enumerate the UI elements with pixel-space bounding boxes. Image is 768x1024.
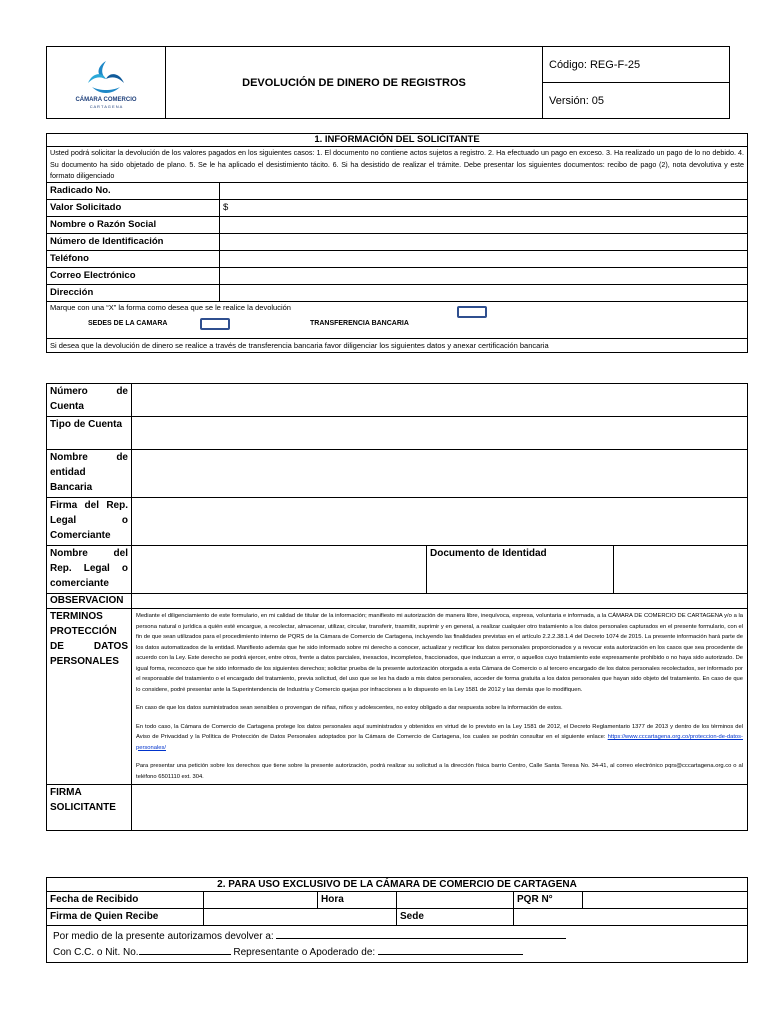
fecha-label: Fecha de Recibido — [47, 892, 204, 909]
firma-recibe-label: Firma de Quien Recibe — [47, 909, 204, 926]
field-label: Nombre o Razón Social — [47, 216, 220, 233]
field-label: Dirección — [47, 284, 220, 301]
firma-solicitante-label: FIRMA SOLICITANTE — [47, 785, 132, 831]
pqr-label: PQR N° — [514, 892, 583, 909]
bank-table — [46, 383, 748, 831]
field-label: Número de Identificación — [47, 233, 220, 250]
id-doc-label: Documento de Identidad — [427, 546, 614, 594]
terms-label: TERMINOS PROTECCIÓN DE DATOS PERSONALES — [47, 609, 132, 785]
nombre-input[interactable] — [220, 216, 748, 233]
section1-intro: Usted podrá solicitar la devolución de los valores pagados en los siguientes casos: 1. El documento no contiene actos sujetos a registro. 2. Ha efectuado un pago en exceso. 3. Ha realizado un pago de lo no debido. 4. Su documento ha sido objetado de plano. 5. Se le ha aplicado el desistimiento tácito. 6. Si ha desistido de realizar el trámite. Debe presentar los siguientes documentos: recibo de pago (2), nota devolutiva y este formato diligenciado — [47, 147, 748, 183]
section2-title: 2. PARA USO EXCLUSIVO DE LA CÁMARA DE COMERCIO DE CARTAGENA — [47, 878, 748, 892]
account-number-input[interactable] — [132, 384, 748, 417]
field-label: Correo Electrónico — [47, 267, 220, 284]
delivery-options — [47, 301, 748, 338]
bank-name-label: Nombre de entidad Bancaria — [47, 450, 132, 498]
correo-input[interactable] — [220, 267, 748, 284]
field-label: Teléfono — [47, 250, 220, 267]
rep-name-label: Nombre del Rep. Legal o comerciante — [47, 546, 132, 594]
terms-paragraph: En caso de que los datos suministrados sean sensibles o provengan de niñas, niños y adolescentes, no estoy obligado a dar respuesta sobre la información de estos. — [136, 705, 563, 711]
logo-cell — [47, 47, 166, 119]
terms-text — [132, 609, 748, 785]
identificacion-input[interactable] — [220, 233, 748, 250]
represented-blank[interactable] — [378, 944, 523, 955]
hora-input[interactable] — [397, 892, 514, 909]
field-label: Radicado No. — [47, 182, 220, 199]
mark-instruction: Marque con una “X” la forma como desea que se le realice la devolución — [50, 302, 291, 312]
option-transfer-label: TRANSFERENCIA BANCARIA — [310, 319, 409, 327]
beneficiary-blank[interactable] — [276, 928, 566, 939]
sede-input[interactable] — [514, 909, 748, 926]
field-label: Valor Solicitado — [47, 199, 220, 216]
transfer-checkbox[interactable] — [457, 306, 487, 318]
valor-input[interactable]: $ — [220, 199, 748, 216]
rep-name-input[interactable] — [132, 546, 427, 594]
header-table — [46, 46, 730, 119]
authorize-line: Por medio de la presente autorizamos devolver a: — [53, 928, 741, 944]
observacion-label: OBSERVACION — [47, 594, 132, 609]
telefono-input[interactable] — [220, 250, 748, 267]
hora-label: Hora — [318, 892, 397, 909]
sede-label: Sede — [397, 909, 514, 926]
authorization-block — [47, 926, 748, 963]
firma-recibe-input[interactable] — [204, 909, 397, 926]
id-blank[interactable] — [139, 944, 231, 955]
section1-table — [46, 133, 748, 353]
account-type-input[interactable] — [132, 417, 748, 450]
id-line: Con C.C. o Nit. No. Representante o Apoderado de: — [53, 944, 741, 960]
section1-title: 1. INFORMACIÓN DEL SOLICITANTE — [47, 134, 748, 147]
radicado-input[interactable] — [220, 182, 748, 199]
direccion-input[interactable] — [220, 284, 748, 301]
rep-signature-input[interactable] — [132, 498, 748, 546]
option-sedes-label: SEDES DE LA CAMARA — [88, 319, 168, 327]
observacion-input[interactable] — [132, 594, 748, 609]
account-type-label: Tipo de Cuenta — [47, 417, 132, 450]
fecha-input[interactable] — [204, 892, 318, 909]
rep-signature-label: Firma del Rep. Legal o Comerciante — [47, 498, 132, 546]
form-code: Código: REG-F-25 — [543, 47, 730, 83]
page-title: DEVOLUCIÓN DE DINERO DE REGISTROS — [166, 47, 543, 119]
section2-table — [46, 877, 748, 963]
sedes-checkbox[interactable] — [200, 318, 230, 330]
logo-text: CÁMARA COMERCIO — [75, 96, 137, 103]
pqr-input[interactable] — [583, 892, 748, 909]
id-doc-input[interactable] — [614, 546, 748, 594]
form-version: Versión: 05 — [543, 83, 730, 119]
account-number-label: Número de Cuenta — [47, 384, 132, 417]
logo-subtext: C A R T A G E N A — [89, 103, 123, 109]
firma-solicitante-input[interactable] — [132, 785, 748, 831]
bank-name-input[interactable] — [132, 450, 748, 498]
transfer-note: Si desea que la devolución de dinero se realice a través de transferencia bancaria favor diligenciar los siguientes datos y anexar certificación bancaria — [47, 338, 748, 352]
privacy-link[interactable]: https://www.cccartagena.org.co/proteccion-de-datos-personales/ — [136, 734, 743, 751]
terms-paragraph: Mediante el diligenciamiento de este formulario, en mi calidad de titular de la información; manifiesto mi autorización de manera libre, inequívoca, expresa, voluntaria e informada, a la CÁMARA DE COMERCIO DE CARTAGENA y/o a la persona natural o jurídica a quién esté encargue, a recolectar, almacenar, utilizar, circular, transferir, trasmitir, suprimir y en general, a realizar cualquier otro tratamiento a los datos personales capturados en el presente formulario, con el fin de que sean utilizados para el procedimiento interno de PQRS de la Cámara de Comercio de Cartagena, incluyendo las finalidades previstas en el artículo 2.2.2.38.1.4 del Decreto 1074 de 2015. La presente información hará parte de los datos automatizados de la entidad. Manifiesto además que he sido informado sobre mi derecho a conocer, actualizar y rectificar los datos personales proporcionados y a revocar esta autorización en los casos que sea procedente de acuerdo con la Ley. Este derecho se podrá ejercer, entre otros, frente a datos parciales, inexactos, incompletos, fraccionados, que induzcan a error, o aquellos cuyo tratamiento este expresamente prohibido o no haya sido autorizado. De igual forma, reconozco que he sido informado de los siguientes derechos; solicitar prueba de la presente autorización otorgada a esta Cámara de Comercio o al tercero encargado de los datos personales recolectados, ser informado por el responsable del tratamiento o el encargado del tratamiento, previa solicitud, del uso que se les ha dado a mis datos personales, acceder de forma gratuita a los datos personales que hayan sido objeto del tratamiento. En caso de que lo considere, podré presentar ante la Superintendencia de Industria y Comercio quejas por infracciones a lo dispuesto en la Ley 1581 de 2012 y las demás que lo modifiquen. — [136, 613, 743, 693]
terms-paragraph: Para presentar una petición sobre los derechos que tiene sobre la presente autorización, podrá realizar su solicitud a la dirección física barrio Centro, Calle Santa Teresa No. 34-41, al correo electrónico pqrs@cccartagena.org.co o al teléfono 6501110 ext. 304. — [136, 763, 743, 780]
terms-paragraph: En todo caso, la Cámara de Comercio de Cartagena protege los datos personales aquí suministrados y obtenidos en virtud de lo previsto en la Ley 1581 de 2012, el Decreto Reglamentario 1377 de 2013 y dentro de los términos del Aviso de Privacidad y la Política de Protección de Datos Personales adoptados por la Cámara de Comercio de Cartagena, los cuales se podrán consultar en el siguiente enlace: https://www.cccartagena.org.co/proteccion-de-datos-personales/ — [136, 723, 743, 751]
camara-logo-icon — [66, 57, 146, 97]
